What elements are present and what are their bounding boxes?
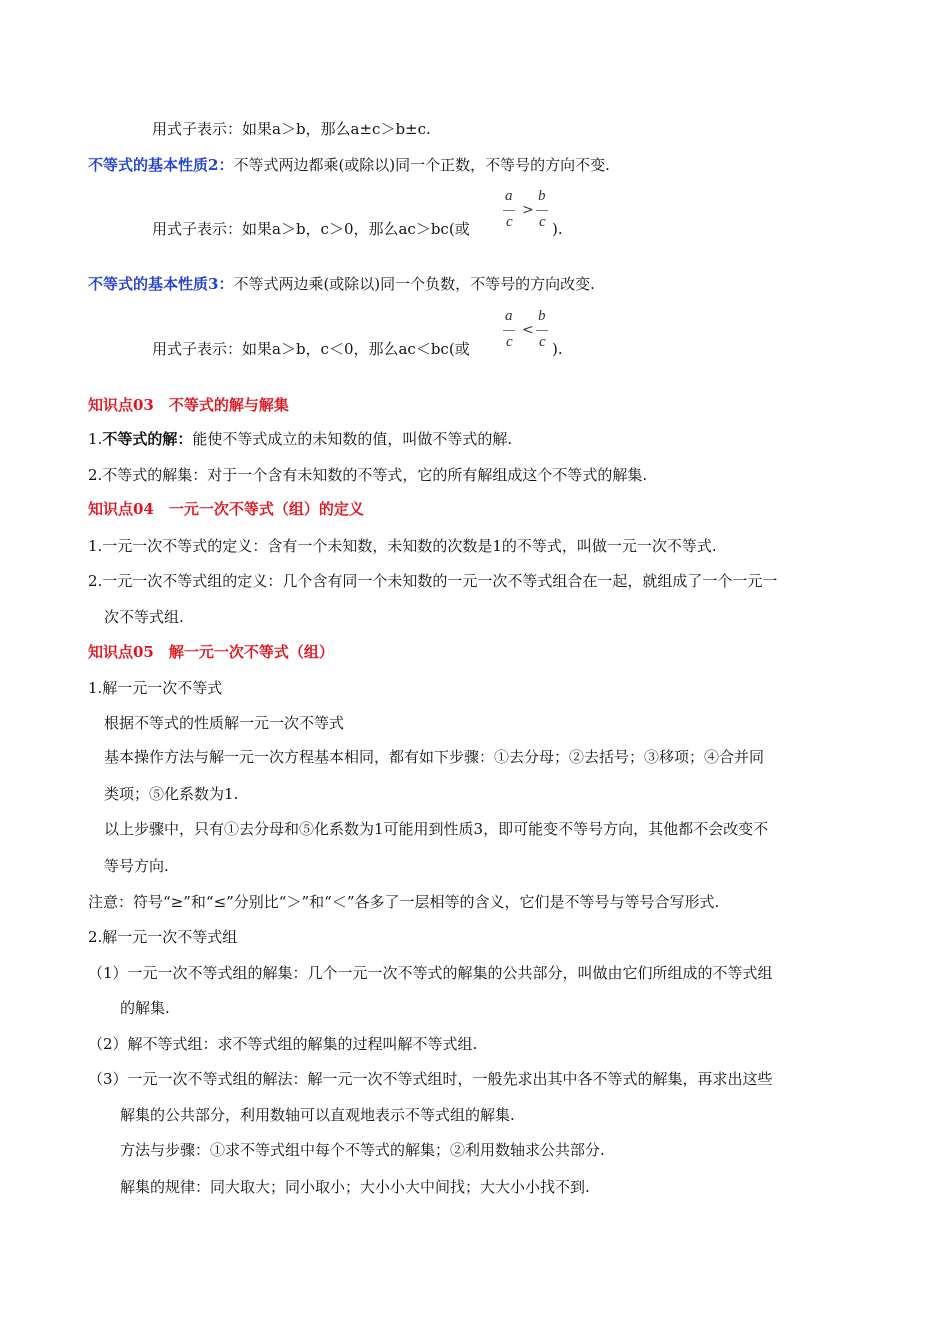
sub2-line: （2）解不等式组：求不等式组的解集的过程叫解不等式组. <box>88 1035 478 1053</box>
fraction2-den-b: c <box>539 334 546 350</box>
sub3-method: 方法与步骤：①求不等式组中每个不等式的解集；②利用数轴求公共部分. <box>120 1141 605 1159</box>
property2-formula: 用式子表示：如果a＞b，c＞0，那么ac＞bc(或 <box>152 220 470 238</box>
section-title-05: 知识点05 解一元一次不等式（组） <box>88 643 334 661</box>
fraction1-num-a: a <box>505 188 513 204</box>
property2-line <box>88 154 610 176</box>
k5-remark-line1: 以上步骤中，只有①去分母和⑤化系数为1可能用到性质3，即可能变不等号方向，其他都不会改变不 <box>104 820 769 838</box>
sub3-line1: （3）一元一次不等式组的解法：解一元一次不等式组时，一般先求出其中各不等式的解集，再求出这些 <box>88 1070 773 1088</box>
sub3-rule: 解集的规律：同大取大；同小取小；大小小大中间找；大大小小找不到. <box>120 1178 590 1196</box>
k5-item1-title: 1.解一元一次不等式 <box>88 679 223 697</box>
section-title-04: 知识点04 一元一次不等式（组）的定义 <box>88 500 364 518</box>
note-line: 注意：符号“≥”和“≤”分别比“＞”和“＜”各多了一层相等的含义，它们是不等号与等号合写形式. <box>88 893 720 911</box>
k3-item1-term: 不等式的解： <box>102 430 193 448</box>
k5-item1-intro: 根据不等式的性质解一元一次不等式 <box>104 714 345 732</box>
fraction1-op: > <box>522 202 534 218</box>
fraction2-num-b: b <box>538 308 546 324</box>
property2-text: 不等式两边都乘(或除以)同一个正数，不等号的方向不变. <box>233 156 610 174</box>
k4-item2-line2: 次不等式组. <box>104 608 184 626</box>
k5-item2-title: 2.解一元一次不等式组 <box>88 928 238 946</box>
property2-formula-end: ). <box>552 220 563 238</box>
k4-item2-line1: 2.一元一次不等式组的定义：几个含有同一个未知数的一元一次不等式组合在一起，就组成了一个一元一 <box>88 572 778 590</box>
fraction2-num-a: a <box>505 308 513 324</box>
property1-formula: 用式子表示：如果a＞b，那么a±c＞b±c. <box>152 120 431 138</box>
fraction2-bar-a <box>503 330 515 331</box>
property3-title: 不等式的基本性质3： <box>88 275 234 293</box>
k4-item1: 1.一元一次不等式的定义：含有一个未知数，未知数的次数是1的不等式，叫做一元一次不等式. <box>88 537 717 555</box>
k3-item2: 2.不等式的解集：对于一个含有未知数的不等式，它的所有解组成这个不等式的解集. <box>88 466 648 484</box>
k5-remark-line2: 等号方向. <box>104 857 169 875</box>
property3-formula-end: ). <box>552 340 563 358</box>
fraction2-op: < <box>522 322 534 338</box>
property3-formula: 用式子表示：如果a＞b，c＜0，那么ac＜bc(或 <box>152 340 470 358</box>
sub3-line2: 解集的公共部分，利用数轴可以直观地表示不等式组的解集. <box>120 1106 515 1124</box>
sub1-line2: 的解集. <box>120 999 170 1017</box>
section-title-03: 知识点03 不等式的解与解集 <box>88 396 289 414</box>
sub1-line1: （1）一元一次不等式组的解集：几个一元一次不等式的解集的公共部分，叫做由它们所组成的不等式组 <box>88 964 773 982</box>
k3-item1-text: 能使不等式成立的未知数的值，叫做不等式的解. <box>192 430 513 448</box>
fraction2-bar-b <box>536 330 548 331</box>
fraction1-bar-b <box>536 210 548 211</box>
property3-text: 不等式两边乘(或除以)同一个负数，不等号的方向改变. <box>233 275 595 293</box>
k5-steps-line2: 类项；⑤化系数为1. <box>104 785 239 803</box>
property3-line <box>88 273 595 295</box>
fraction1-den-b: c <box>539 214 546 230</box>
k3-item1-num: 1. <box>88 430 103 448</box>
k3-item1 <box>88 428 512 450</box>
fraction1-num-b: b <box>538 188 546 204</box>
property2-title: 不等式的基本性质2： <box>88 156 234 174</box>
fraction1-bar-a <box>503 210 515 211</box>
fraction2-den-a: c <box>506 334 513 350</box>
fraction1-den-a: c <box>506 214 513 230</box>
k5-steps-line1: 基本操作方法与解一元一次方程基本相同，都有如下步骤：①去分母；②去括号；③移项；④合并同 <box>104 748 765 766</box>
